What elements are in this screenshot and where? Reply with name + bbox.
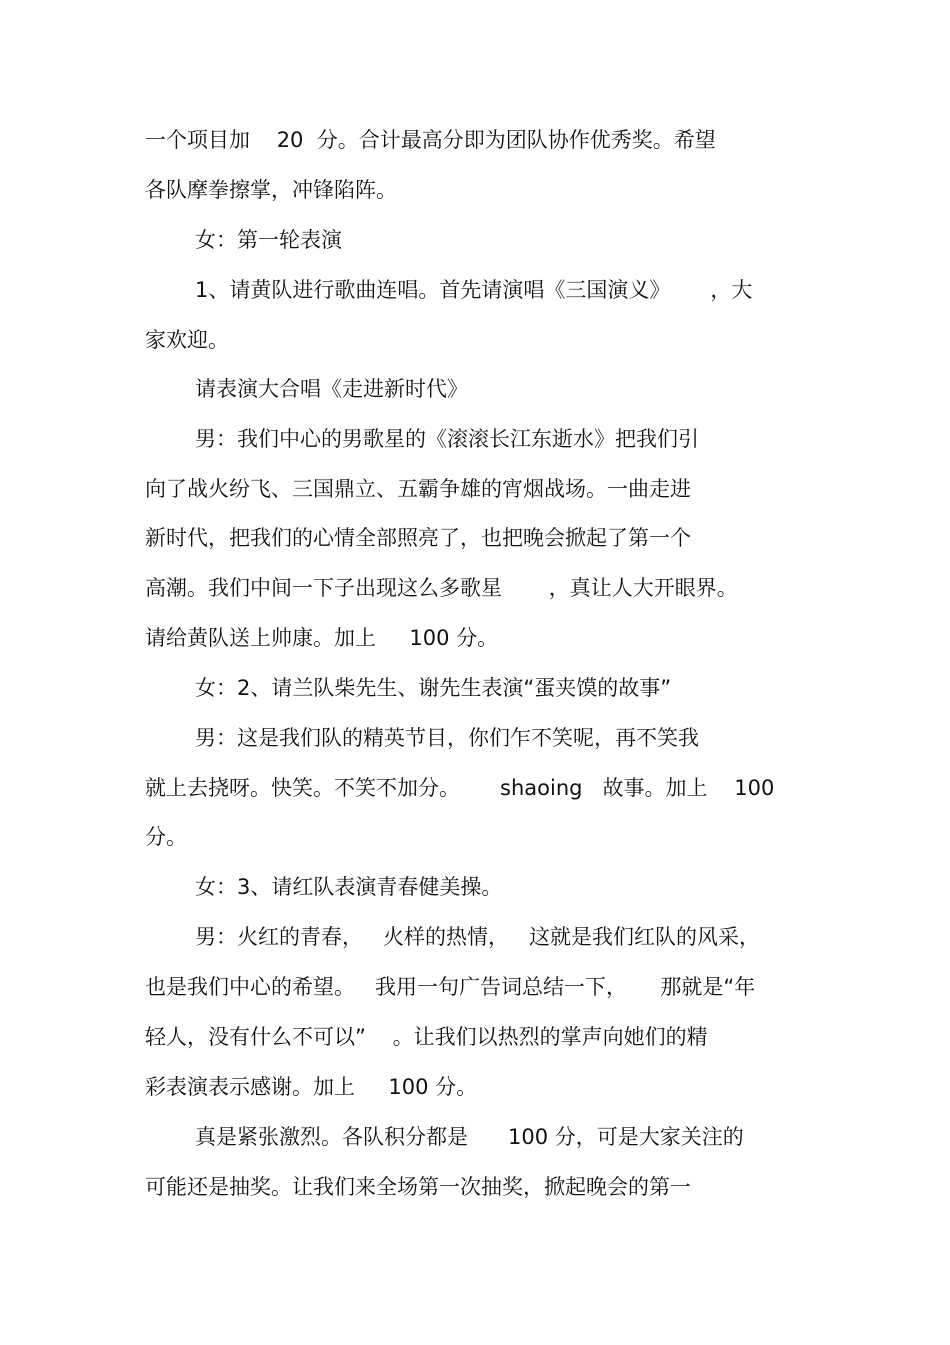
text-line: 女：2、请兰队柴先生、谢先生表演“蛋夹馍的故事” bbox=[195, 676, 672, 700]
text-line: 一个项目加 20 分。合计最高分即为团队协作优秀奖。希望 bbox=[145, 128, 716, 152]
text-line: 也是我们中心的希望。 我用一句广告词总结一下， 那就是“年 bbox=[145, 975, 756, 999]
text-line: 女：3、请红队表演青春健美操。 bbox=[195, 875, 503, 899]
text-line: 真是紧张激烈。各队积分都是 100 分，可是大家关注的 bbox=[195, 1125, 744, 1149]
text-line: 彩表演表示感谢。加上 100 分。 bbox=[145, 1075, 478, 1099]
text-line: 男：火红的青春， 火样的热情， 这就是我们红队的风采， bbox=[195, 925, 761, 949]
text-line: 新时代，把我们的心情全部照亮了，也把晚会掀起了第一个 bbox=[145, 526, 691, 550]
text-line: 女：第一轮表演 bbox=[195, 228, 342, 252]
text-line: 请给黄队送上帅康。加上 100 分。 bbox=[145, 626, 499, 650]
text-line: 就上去挠呀。快笑。不笑不加分。 shaoing 故事。加上 100 bbox=[145, 776, 775, 800]
text-line: 高潮。我们中间一下子出现这么多歌星 ，真让人大开眼界。 bbox=[145, 576, 738, 600]
text-line: 轻人，没有什么不可以” 。让我们以热烈的掌声向她们的精 bbox=[145, 1025, 708, 1049]
text-line: 男：我们中心的男歌星的《滚滚长江东逝水》把我们引 bbox=[195, 427, 699, 451]
text-line: 分。 bbox=[145, 825, 187, 849]
text-line: 家欢迎。 bbox=[145, 328, 229, 352]
text-line: 请表演大合唱《走进新时代》 bbox=[195, 377, 468, 401]
text-line: 男：这是我们队的精英节目，你们乍不笑呢，再不笑我 bbox=[195, 726, 699, 750]
text-line: 可能还是抽奖。让我们来全场第一次抽奖，掀起晚会的第一 bbox=[145, 1175, 691, 1199]
text-line: 各队摩拳擦掌，冲锋陷阵。 bbox=[145, 178, 397, 202]
text-line: 1、请黄队进行歌曲连唱。首先请演唱《三国演义》 ，大 bbox=[195, 278, 753, 302]
text-line: 向了战火纷飞、三国鼎立、五霸争雄的宵烟战场。一曲走进 bbox=[145, 477, 691, 501]
